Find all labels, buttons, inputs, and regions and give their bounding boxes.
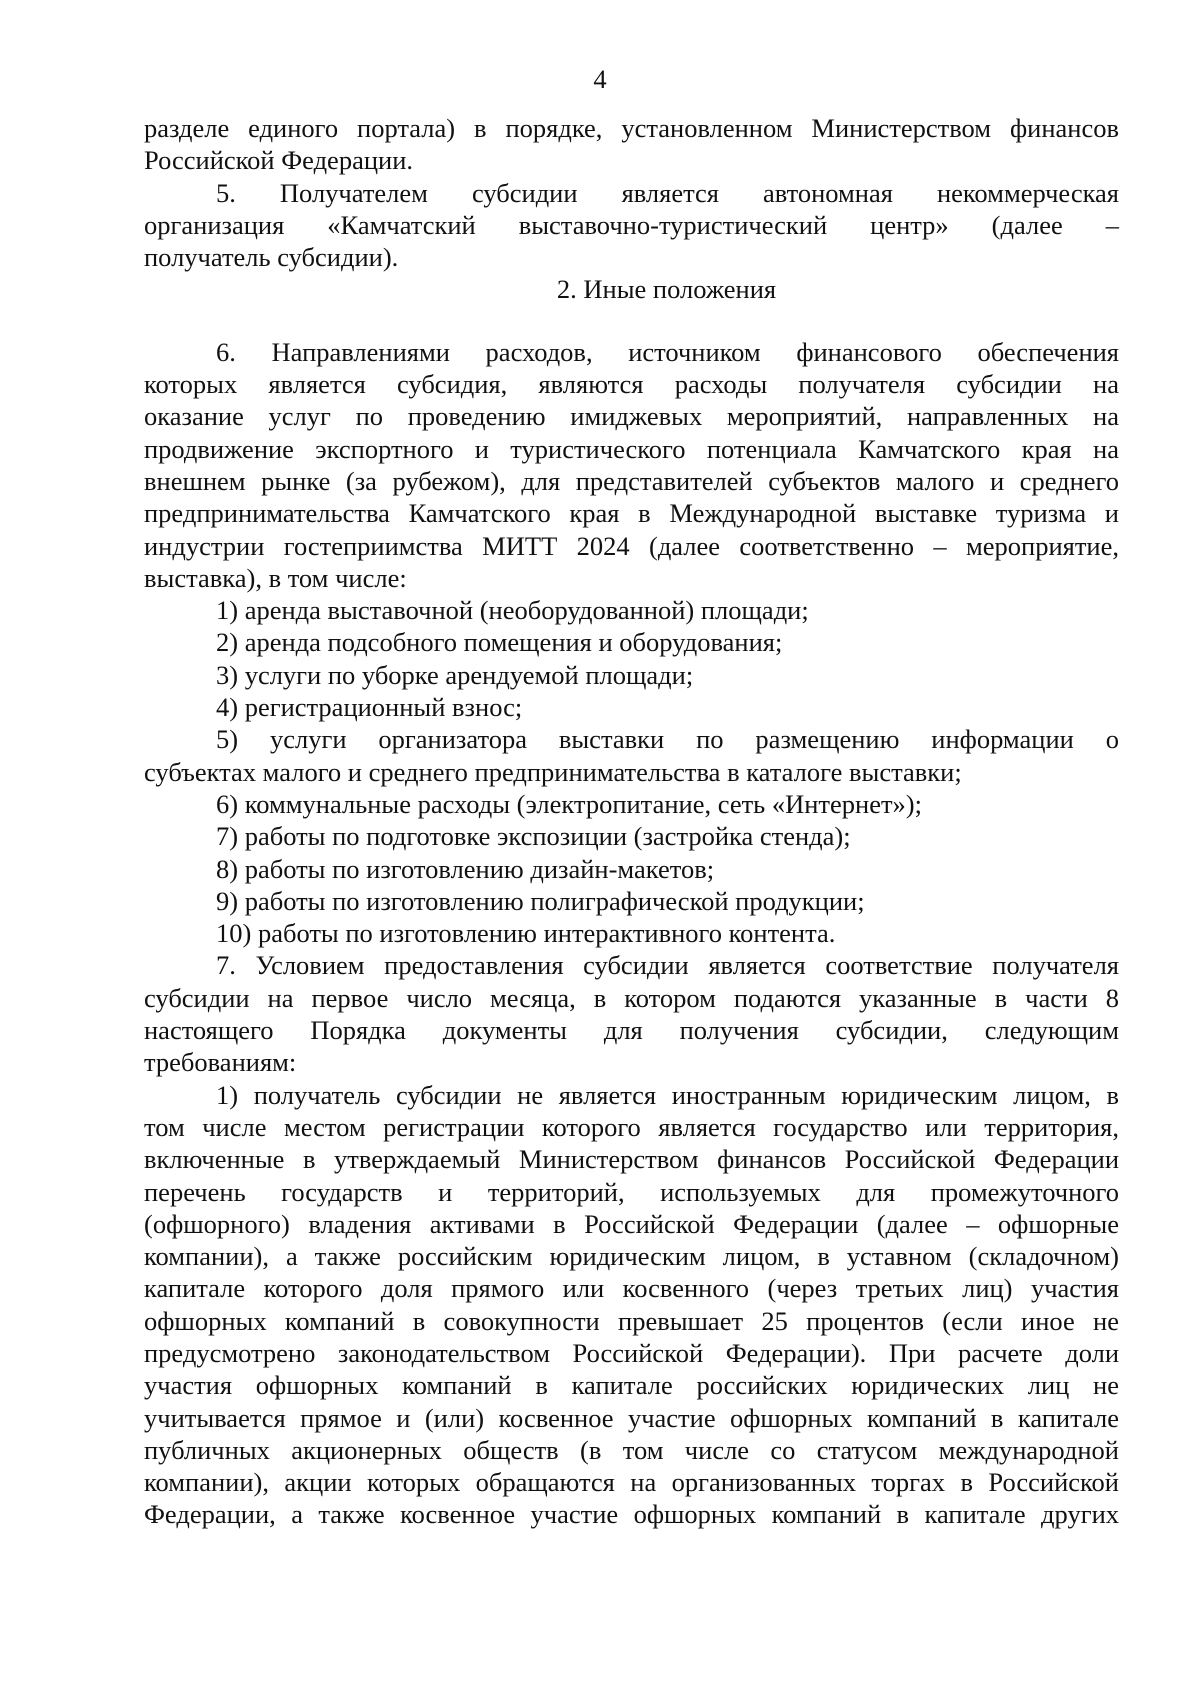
text-line: компании), а также российским юридическим лицом, в уставном (складочном) [144,1241,1119,1272]
paragraph-5-start: 5. Получателем субсидии является автономная некоммерческая [216,177,1119,208]
text-line: учитывается прямое и (или) косвенное участие офшорных компаний в капитале [144,1402,1119,1433]
text-line: предпринимательства Камчатского края в Международной выставке туризма и [144,498,1119,529]
text-line: разделе единого портала) в порядке, установленном Министерством финансов [144,113,1119,143]
text-line: индустрии гостеприимства МИТТ 2024 (далее соответственно – мероприятие, [144,530,1119,561]
text-line: (офшорного) владения активами в Российской Федерации (далее – офшорные [144,1208,1119,1239]
page-number: 4 [593,64,607,94]
text-line: офшорных компаний в совокупности превышает 25 процентов (если иное не [144,1305,1119,1336]
section-heading: 2. Иные положения [556,274,777,305]
list-item: 6) коммунальные расходы (электропитание, сеть «Интернет»); [216,788,922,819]
text-line: включенные в утверждаемый Министерством финансов Российской Федерации [144,1144,1119,1175]
text-line: которых является субсидия, являются расходы получателя субсидии на [144,369,1119,400]
list-item: 5) услуги организатора выставки по размещению информации о [216,724,1119,755]
list-item: 10) работы по изготовлению интерактивного контента. [216,918,836,949]
paragraph-7-start: 7. Условием предоставления субсидии является соответствие получателя [216,950,1119,981]
list-item: 9) работы по изготовлению полиграфической продукции; [216,885,865,916]
text-line: субсидии на первое число месяца, в котором подаются указанные в части 8 [144,982,1119,1013]
text-line: том числе местом регистрации которого является государство или территория, [144,1111,1119,1142]
text-line: капитале которого доля прямого или косвенного (через третьих лиц) участия [144,1273,1119,1304]
text-line: выставка), в том числе: [144,562,407,593]
text-line: организация «Камчатский выставочно-туристический центр» (далее – [144,209,1119,240]
text-line: Российской Федерации. [144,145,413,176]
list-item: 4) регистрационный взнос; [216,692,523,723]
text-line: компании), акции которых обращаются на организованных торгах в Российской [144,1467,1119,1498]
text-line: предусмотрено законодательством Российской Федерации). При расчете доли [144,1337,1119,1368]
text-line: получатель субсидии). [144,242,399,273]
list-item: 3) услуги по уборке арендуемой площади; [216,659,694,690]
text-line: Федерации, а также косвенное участие офшорных компаний в капитале других [144,1499,1119,1530]
text-line: настоящего Порядка документы для получения субсидии, следующим [144,1015,1119,1046]
text-line: субъектах малого и среднего предпринимательства в каталоге выставки; [144,756,962,787]
list-item: 2) аренда подсобного помещения и оборудования; [216,627,783,658]
text-line: перечень государств и территорий, используемых для промежуточного [144,1176,1119,1207]
text-line: внешнем рынке (за рубежом), для представителей субъектов малого и среднего [144,465,1119,496]
list-item: 8) работы по изготовлению дизайн-макетов; [216,853,715,884]
document-body [144,112,1119,1531]
list-item: 1) аренда выставочной (необорудованной) площади; [216,595,809,626]
list-item: 7) работы по подготовке экспозиции (застройка стенда); [216,821,851,852]
text-line: оказание услуг по проведению имиджевых мероприятий, направленных на [144,401,1119,432]
list-item: 1) получатель субсидии не является иностранным юридическим лицом, в [216,1079,1119,1110]
text-line: участия офшорных компаний в капитале российских юридических лиц не [144,1370,1119,1401]
paragraph-6-start: 6. Направлениями расходов, источником финансового обеспечения [216,336,1119,367]
text-line: требованиям: [144,1047,297,1078]
text-line: продвижение экспортного и туристического потенциала Камчатского края на [144,433,1119,464]
section-spacer [144,306,1119,336]
text-line: публичных акционерных обществ (в том числе со статусом международной [144,1434,1119,1465]
